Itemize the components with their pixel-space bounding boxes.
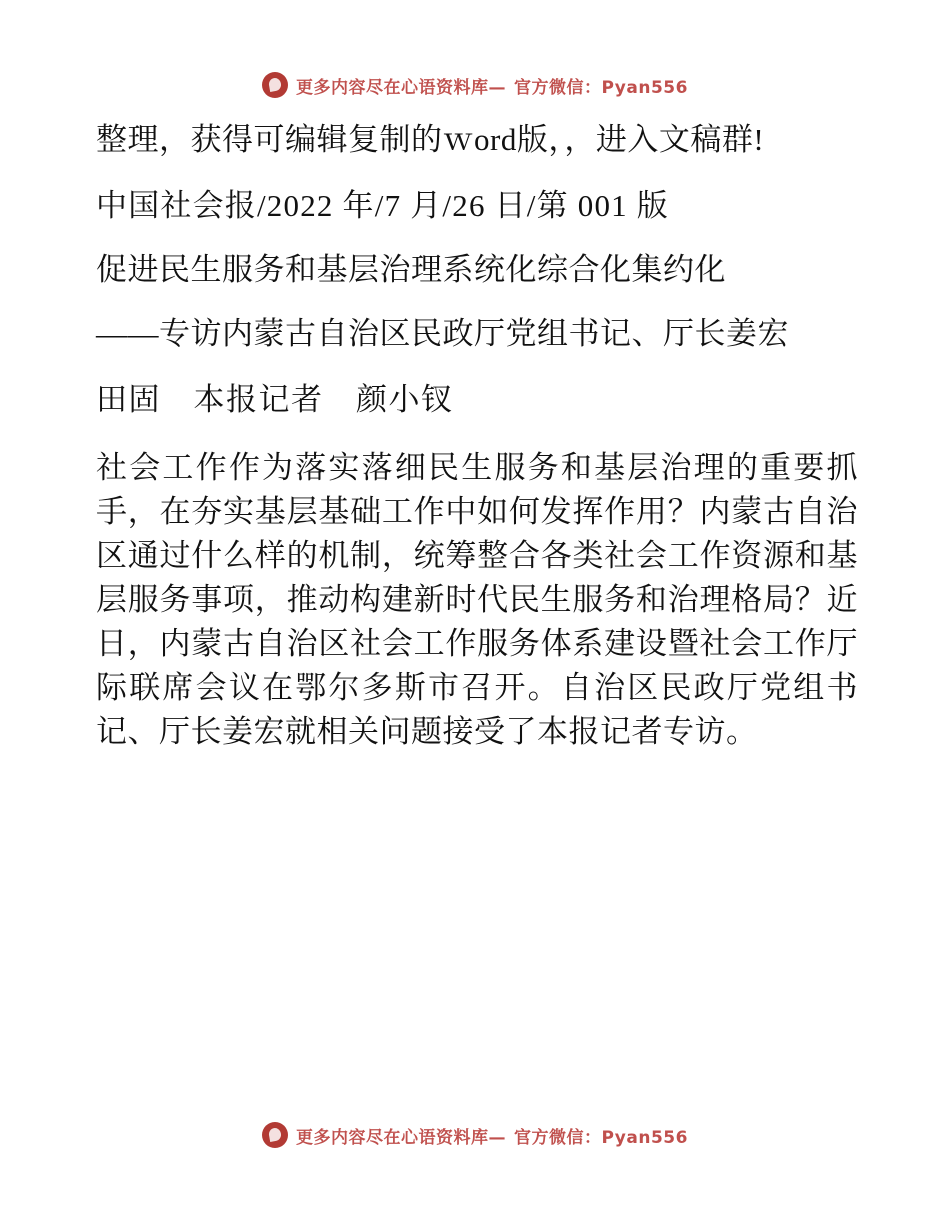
- watermark-bottom: [0, 1122, 950, 1148]
- document-body: [96, 118, 858, 754]
- watermark-sub-text: 官方微信：Pyan556: [514, 77, 688, 98]
- watermark-main-text: 更多内容尽在心语资料库—: [296, 77, 507, 98]
- watermark-top: [0, 72, 950, 98]
- watermark-sub-text: 官方微信：Pyan556: [514, 1127, 688, 1148]
- source-line: 中国社会报/2022 年/7 月/26 日/第 001 版: [96, 188, 670, 224]
- article-byline: 田固 本报记者 颜小钗: [96, 382, 454, 418]
- note-paragraph: 整理，获得可编辑复制的ｗord版，，进入文稿群!: [96, 122, 765, 157]
- article-lead-paragraph: 社会工作作为落实落细民生服务和基层治理的重要抓手，在夯实基层基础工作中如何发挥作用？内蒙古自治区通过什么样的机制，统筹整合各类社会工作资源和基层服务事项，推动构建新时代民生服务和治理格局？近日，内蒙古自治区社会工作服务体系建设暨社会工作厅际联席会议在鄂尔多斯市召开。自治区民政厅党组书记、厅长姜宏就相关问题接受了本报记者专访。: [96, 450, 858, 750]
- droplet-logo-icon: [262, 1122, 288, 1148]
- article-subtitle: ——专访内蒙古自治区民政厅党组书记、厅长姜宏: [96, 316, 789, 352]
- watermark-main-text: 更多内容尽在心语资料库—: [296, 1127, 507, 1148]
- droplet-logo-icon: [262, 72, 288, 98]
- article-title: 促进民生服务和基层治理系统化综合化集约化: [96, 252, 726, 288]
